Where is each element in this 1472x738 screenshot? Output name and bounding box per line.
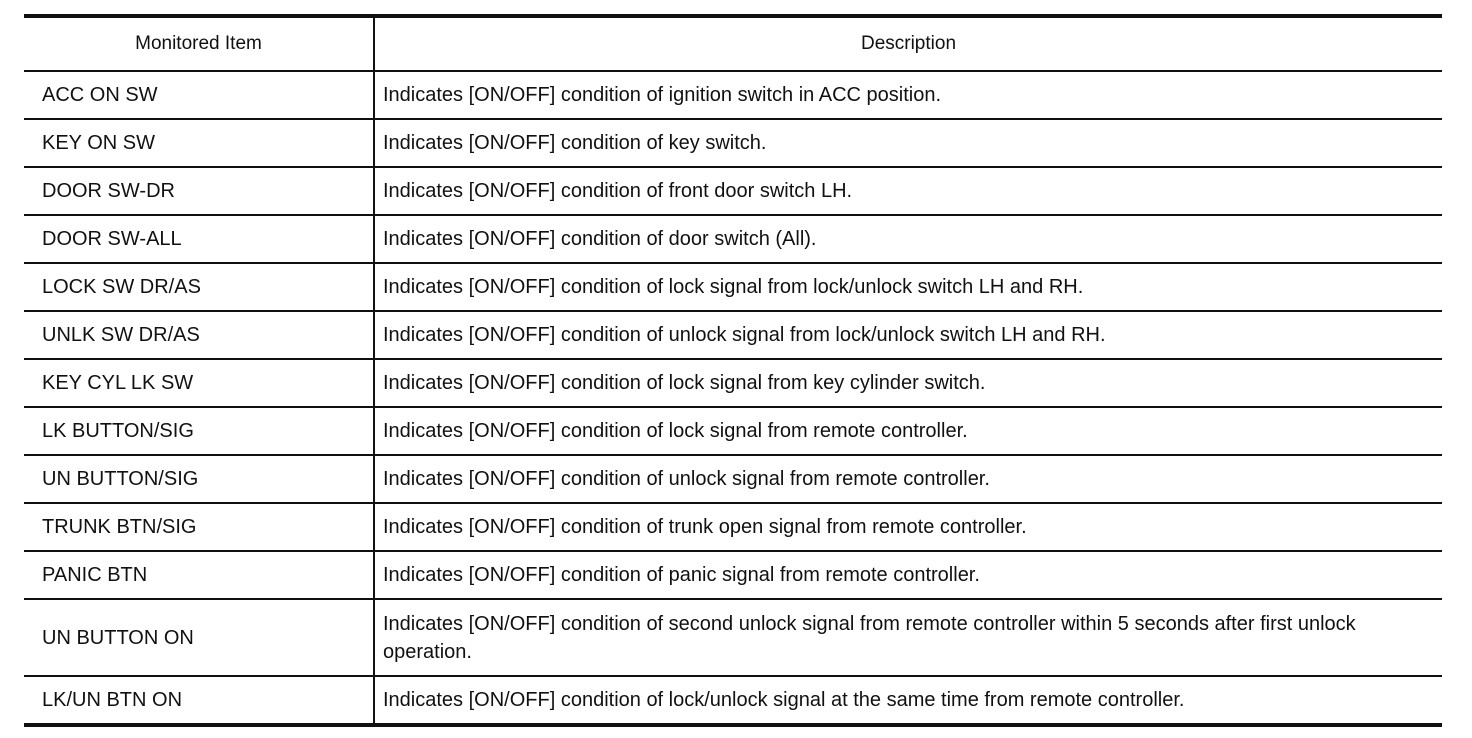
header-row [24, 16, 1442, 71]
row-description: Indicates [ON/OFF] condition of unlock signal from remote controller. [374, 455, 1442, 503]
row-item: KEY ON SW [24, 119, 374, 167]
row-description: Indicates [ON/OFF] condition of panic signal from remote controller. [374, 551, 1442, 599]
table-row [24, 407, 1442, 455]
table-row [24, 599, 1442, 676]
row-item: ACC ON SW [24, 71, 374, 119]
table-row [24, 215, 1442, 263]
row-item: UNLK SW DR/AS [24, 311, 374, 359]
row-item: DOOR SW-DR [24, 167, 374, 215]
row-description: Indicates [ON/OFF] condition of trunk open signal from remote controller. [374, 503, 1442, 551]
row-item: TRUNK BTN/SIG [24, 503, 374, 551]
row-item: DOOR SW-ALL [24, 215, 374, 263]
table-row [24, 119, 1442, 167]
row-item: LOCK SW DR/AS [24, 263, 374, 311]
row-item: LK/UN BTN ON [24, 676, 374, 725]
header-description: Description [374, 16, 1442, 71]
monitor-items-table [24, 14, 1442, 727]
row-description: Indicates [ON/OFF] condition of key switch. [374, 119, 1442, 167]
table-row [24, 455, 1442, 503]
row-item: KEY CYL LK SW [24, 359, 374, 407]
row-item: LK BUTTON/SIG [24, 407, 374, 455]
table-row [24, 503, 1442, 551]
row-description: Indicates [ON/OFF] condition of front door switch LH. [374, 167, 1442, 215]
header-monitored-item: Monitored Item [24, 16, 374, 71]
row-description: Indicates [ON/OFF] condition of door switch (All). [374, 215, 1442, 263]
row-description: Indicates [ON/OFF] condition of unlock signal from lock/unlock switch LH and RH. [374, 311, 1442, 359]
table-header [24, 16, 1442, 71]
row-description: Indicates [ON/OFF] condition of ignition switch in ACC position. [374, 71, 1442, 119]
row-item: UN BUTTON ON [24, 599, 374, 676]
table-row [24, 263, 1442, 311]
table-row [24, 311, 1442, 359]
row-description: Indicates [ON/OFF] condition of lock/unlock signal at the same time from remote controller. [383, 689, 1185, 711]
table-body [24, 71, 1442, 725]
row-item: PANIC BTN [24, 551, 374, 599]
table-row [24, 359, 1442, 407]
row-description: Indicates [ON/OFF] condition of lock signal from key cylinder switch. [374, 359, 1442, 407]
table-row [24, 167, 1442, 215]
row-description: Indicates [ON/OFF] condition of lock signal from remote controller. [374, 407, 1442, 455]
table-row [24, 551, 1442, 599]
row-item: UN BUTTON/SIG [24, 455, 374, 503]
row-description: Indicates [ON/OFF] condition of second unlock signal from remote controller within 5 seconds after first unlock operation. [374, 599, 1442, 676]
table-row [24, 676, 1442, 725]
table-row [24, 71, 1442, 119]
row-description: Indicates [ON/OFF] condition of lock signal from lock/unlock switch LH and RH. [374, 263, 1442, 311]
